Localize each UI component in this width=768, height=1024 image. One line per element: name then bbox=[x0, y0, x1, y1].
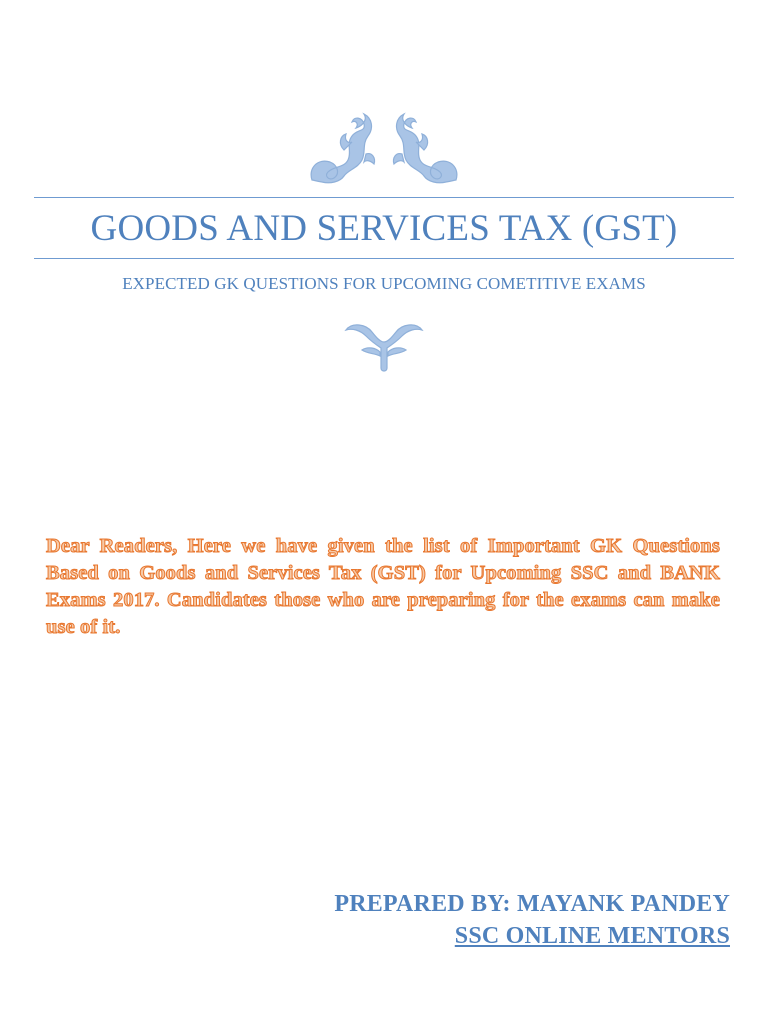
intro-paragraph: Dear Readers, Here we have given the list of Important GK Questions Based on Goods and Services Tax (GST) for Upcoming SSC and BANK Exams 2017. Candidates those who are preparing for the exams can make use of it. bbox=[46, 535, 720, 638]
fleuron-ornament-icon bbox=[342, 320, 426, 374]
top-ornament bbox=[0, 110, 768, 186]
title-bottom-rule bbox=[34, 258, 734, 259]
title-top-rule bbox=[34, 197, 734, 198]
bottom-ornament bbox=[0, 320, 768, 374]
document-title: GOODS AND SERVICES TAX (GST) bbox=[90, 208, 678, 249]
acanthus-scroll-ornament-icon bbox=[304, 110, 464, 186]
prepared-by-line: PREPARED BY: MAYANK PANDEY bbox=[334, 891, 730, 917]
organization-name: SSC ONLINE MENTORS bbox=[454, 923, 730, 949]
document-subtitle: EXPECTED GK QUESTIONS FOR UPCOMING COMETITIVE EXAMS bbox=[122, 274, 646, 293]
